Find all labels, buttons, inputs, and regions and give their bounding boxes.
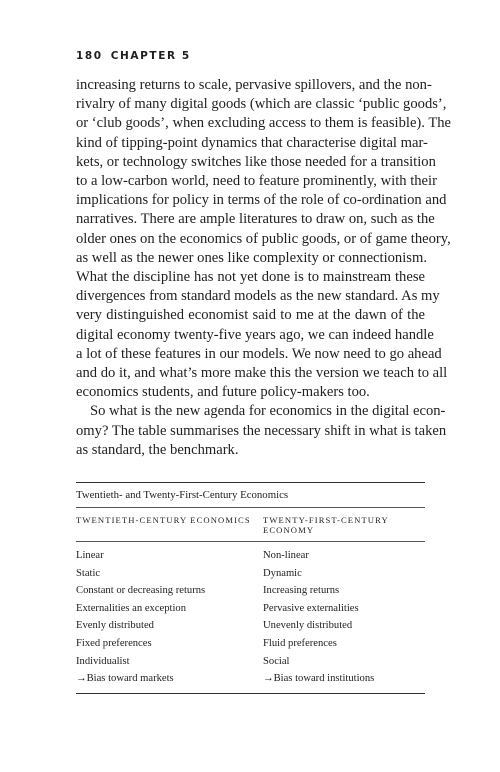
- text-line: divergences from standard models as the new standard. As my: [76, 288, 440, 305]
- table-body: [76, 542, 425, 693]
- table-row: [76, 670, 425, 688]
- body-text: [76, 76, 452, 460]
- text-line: to a low-carbon world, need to feature prominently, with their: [76, 173, 437, 190]
- twentieth-century-cell: Individualist: [76, 655, 130, 667]
- text-line: narratives. There are ample literatures to draw on, such as the: [76, 211, 435, 228]
- chapter-label: CHAPTER 5: [110, 50, 191, 62]
- twenty-first-century-cell: Increasing returns: [263, 585, 340, 597]
- text-line: or ‘club goods’, when excluding access to them is feasible). The: [76, 115, 452, 132]
- text-line: kind of tipping-point dynamics that characterise digital mar-: [76, 134, 428, 151]
- twenty-first-century-cell: →Bias toward institutions: [263, 673, 375, 685]
- column-header: TWENTY-FIRST-CENTURY ECONOMY: [263, 515, 389, 535]
- table-row: [76, 600, 425, 618]
- text-line: kets, or technology switches like those needed for a transition: [76, 153, 436, 170]
- twenty-first-century-cell: Non-linear: [263, 550, 309, 561]
- paragraph: [76, 76, 452, 402]
- text-line: as standard, the benchmark.: [76, 441, 239, 458]
- table-caption: Twentieth- and Twenty-First-Century Economics: [76, 489, 289, 501]
- twentieth-century-cell: Constant or decreasing returns: [76, 585, 206, 597]
- twenty-first-century-cell: Unevenly distributed: [263, 620, 353, 632]
- text-line: increasing returns to scale, pervasive spillovers, and the non-: [76, 77, 432, 93]
- twentieth-century-cell: Fixed preferences: [76, 637, 152, 649]
- twentieth-century-cell: →Bias toward markets: [76, 673, 174, 685]
- paragraph: [76, 402, 447, 460]
- twenty-first-century-cell: Fluid preferences: [263, 637, 337, 649]
- twentieth-century-cell: Externalities an exception: [76, 602, 187, 614]
- text-line: a lot of these features in our models. We now need to go ahead: [76, 345, 442, 362]
- table-row: [76, 565, 425, 583]
- text-line: omy? The table summarises the necessary shift in what is taken: [76, 422, 447, 439]
- text-line: economics students, and future policy-makers too.: [76, 384, 370, 401]
- table-header-row: [76, 508, 425, 541]
- text-line: rivalry of many digital goods (which are classic ‘public goods’,: [76, 96, 447, 113]
- economics-table: [76, 482, 425, 694]
- table-row: [76, 617, 425, 635]
- twenty-first-century-cell: Social: [263, 655, 290, 667]
- column-header: TWENTIETH-CENTURY ECONOMICS: [76, 515, 251, 525]
- table-row: [76, 653, 425, 671]
- text-line: implications for policy in terms of the role of co-ordination and: [76, 192, 447, 209]
- text-line: and do it, and what’s more make this the version we teach to all: [76, 365, 448, 382]
- twenty-first-century-cell: Dynamic: [263, 567, 302, 579]
- twentieth-century-cell: Static: [76, 567, 101, 579]
- table-row: [76, 547, 425, 565]
- running-head: [76, 50, 191, 62]
- twentieth-century-cell: Evenly distributed: [76, 620, 154, 632]
- text-line: So what is the new agenda for economics in the digital econ-: [90, 403, 446, 420]
- table-row: [76, 582, 425, 600]
- table-row: [76, 635, 425, 653]
- table-bottom-rule: [76, 693, 425, 694]
- text-line: as well as the newer ones like complexity or connectionism.: [76, 249, 427, 266]
- text-line: What the discipline has not yet done is to mainstream these: [76, 269, 425, 286]
- text-line: very distinguished economist said to me at the dawn of the: [76, 307, 425, 324]
- text-line: digital economy twenty-five years ago, we can indeed handle: [76, 326, 434, 343]
- page-number: 180: [76, 50, 103, 62]
- twenty-first-century-cell: Pervasive externalities: [263, 602, 359, 614]
- text-line: older ones on the economics of public goods, or of game theory,: [76, 230, 451, 247]
- twentieth-century-cell: Linear: [76, 550, 104, 561]
